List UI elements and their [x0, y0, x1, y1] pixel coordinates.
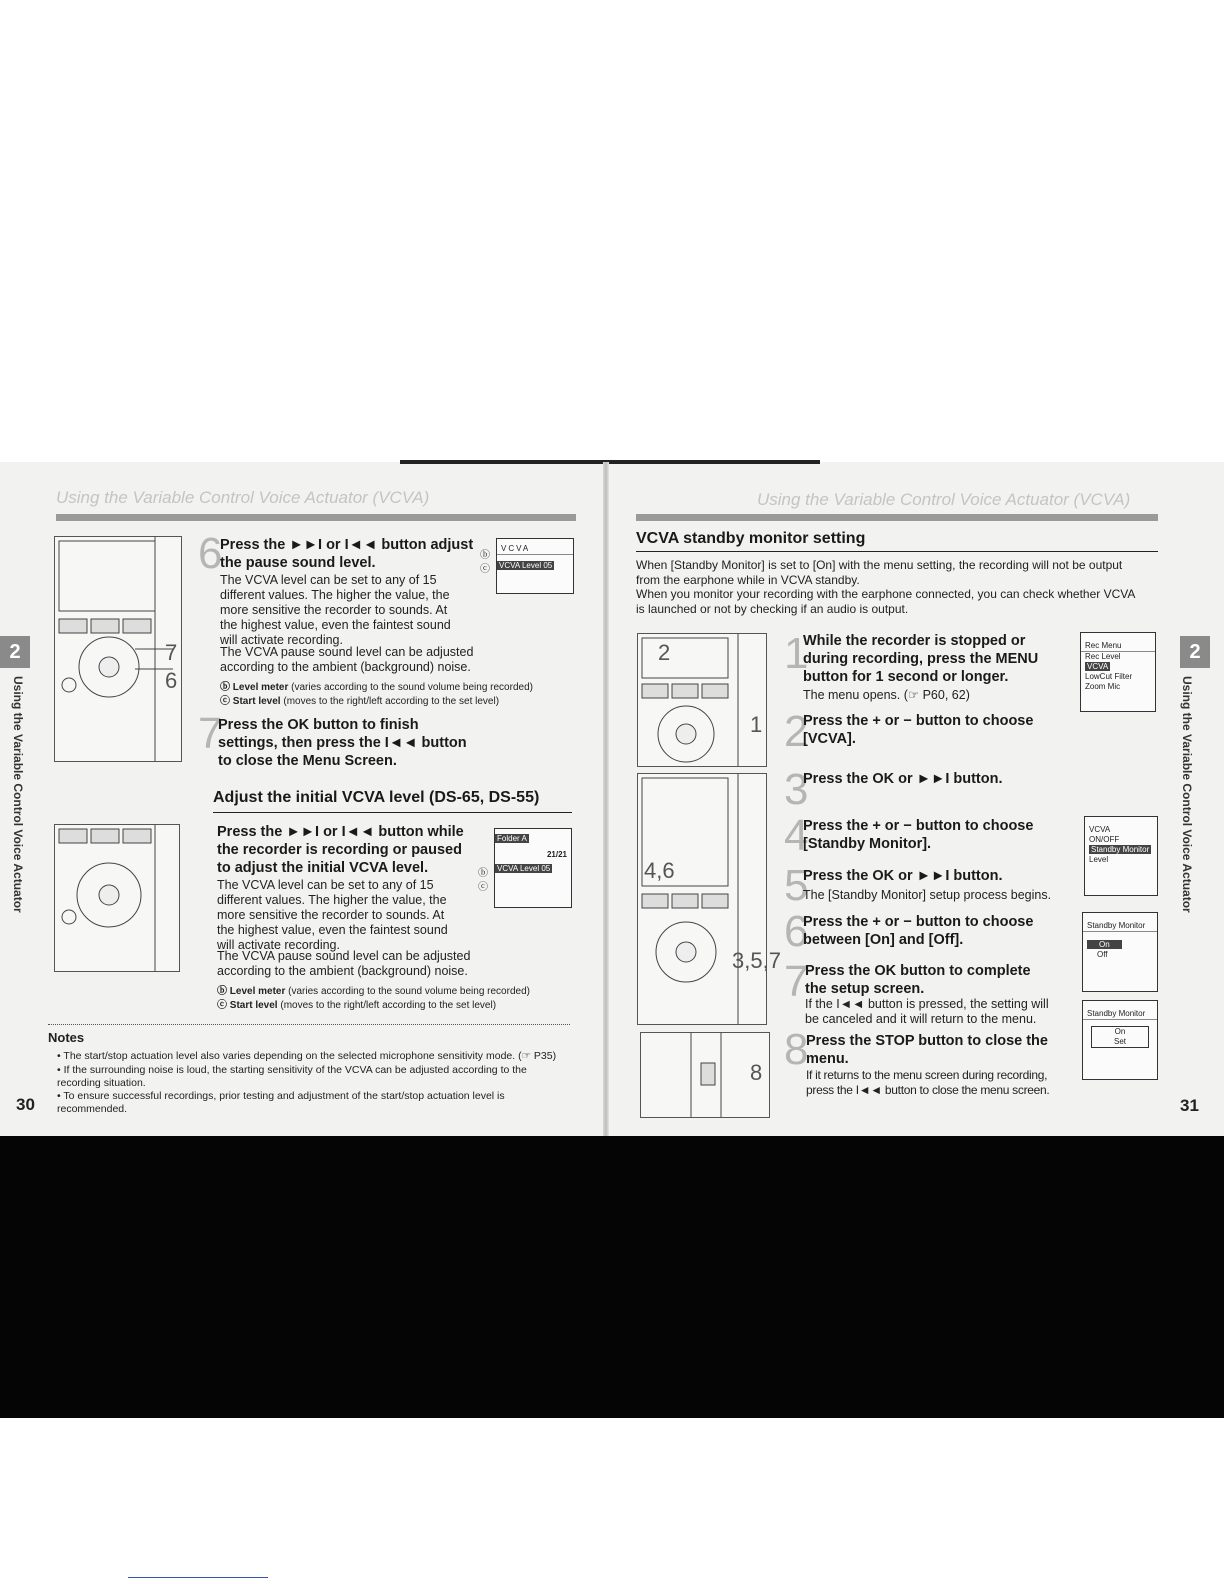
page-number-right: 31 [1180, 1096, 1199, 1115]
recorder-illustration-2 [54, 824, 180, 972]
running-head-left: Using the Variable Control Voice Actuator (VCVA) [56, 488, 430, 507]
rec-menu-item-lowcut: LowCut Filter [1085, 672, 1133, 681]
recorder-illustration-4 [637, 773, 767, 1025]
rec-menu-item-vcva: VCVA [1087, 662, 1109, 671]
recorder-illustration-3 [637, 633, 767, 767]
step4-heading: Press the + or − button to choose [Standby Monitor]. [803, 818, 1034, 852]
chapter-tab-right: 2 [1180, 636, 1210, 668]
vcva-level-screen [496, 538, 574, 594]
step-number-4: 4 [784, 811, 809, 860]
screen-folder: Folder A [497, 834, 527, 843]
step2-heading: Press the + or − button to choose [VCVA]. [803, 713, 1034, 747]
set-line-on: On [1114, 1027, 1126, 1036]
recorder-drawing-icon [638, 774, 767, 1025]
bottom-line [128, 1577, 268, 1578]
chapter-side-label-left: Using the Variable Control Voice Actuator [11, 676, 25, 913]
recorder-illustration-1 [54, 536, 182, 762]
step8-heading: Press the STOP button to close the menu. [806, 1033, 1048, 1067]
step6-body2: The VCVA pause sound level can be adjusted according to the ambient (background) noise. [220, 645, 474, 674]
step-number-6-right: 6 [784, 907, 809, 956]
step-number-7: 7 [198, 709, 223, 758]
section-underline-right [636, 551, 1158, 552]
step-number-3: 3 [784, 765, 809, 814]
rec-menu-screen [1080, 632, 1156, 712]
note-3: • To ensure successful recordings, prior testing and adjustment of the start/stop actuation level is recommended. [57, 1090, 505, 1115]
callout-6: 6 [165, 668, 178, 693]
chapter-side-label-right: Using the Variable Control Voice Actuator [1180, 676, 1194, 913]
label-c: ⓒ [480, 564, 490, 575]
recorder-drawing-icon [55, 825, 180, 972]
standby-set-screen [1082, 1000, 1158, 1080]
section-body: The VCVA level can be set to any of 15 different values. The higher the value, the more sensitive the recorder to sounds. At the highest value, even the faintest sound will activate recording. [217, 878, 448, 952]
intro-2: When you monitor your recording with the earphone connected, you can check whether VCVA is launched or not by checking if an audio is output. [636, 587, 1135, 616]
step5-body: The [Standby Monitor] setup process begins. [803, 888, 1052, 902]
step-number-8: 8 [784, 1025, 809, 1074]
scan-background [0, 1136, 1224, 1418]
set-title: Standby Monitor [1083, 1009, 1157, 1020]
rec-menu-title: Rec Menu [1081, 641, 1155, 652]
section-step-heading: Press the ►►I or I◄◄ button while the recorder is recording or paused to adjust the initial VCVA level. [217, 824, 464, 876]
note-2: • If the surrounding noise is loud, the starting sensitivity of the VCVA can be adjusted according to the recording situation. [57, 1064, 527, 1089]
callout-4-6: 4,6 [644, 858, 675, 883]
step7-body-right: If the I◄◄ button is pressed, the setting will be canceled and it will return to the menu. [805, 997, 1049, 1026]
intro-1: When [Standby Monitor] is set to [On] with the menu setting, the recording will not be output from the earphone while in VCVA standby. [636, 558, 1123, 587]
step1-body: The menu opens. (☞ P60, 62) [803, 688, 970, 702]
step7-heading-right: Press the OK button to complete the setup screen. [805, 963, 1031, 997]
section-title-initial-vcva: Adjust the initial VCVA level (DS-65, DS-55) [213, 789, 540, 806]
vcva-menu-item-standby: Standby Monitor [1091, 845, 1150, 854]
standby-option-on: On [1087, 940, 1122, 949]
page-number-left: 30 [16, 1095, 35, 1114]
step6-heading: Press the ►►I or I◄◄ button adjust the pause sound level. [220, 537, 474, 571]
screen-title: VCVA [497, 544, 573, 555]
screen-level-2: VCVA Level 05 [497, 864, 551, 873]
callout-1: 1 [750, 712, 763, 737]
section-underline [213, 812, 572, 813]
rec-menu-item-rec-level: Rec Level [1085, 652, 1121, 661]
step6-start-level-note: ⓒ Start level (moves to the right/left according to the set level) [220, 696, 500, 707]
vcva-menu-item-level: Level [1089, 855, 1109, 864]
step-number-1: 1 [784, 629, 809, 678]
folder-screen [494, 828, 572, 908]
callout-8: 8 [750, 1060, 763, 1085]
note-1: • The start/stop actuation level also varies depending on the selected microphone sensitivity mode. (☞ P35) [57, 1050, 557, 1062]
step1-heading: While the recorder is stopped or during recording, press the MENU button for 1 second or longer. [803, 633, 1039, 685]
callout-7: 7 [165, 640, 178, 665]
step-number-6: 6 [198, 529, 223, 578]
chapter-tab-left: 2 [0, 636, 30, 668]
recorder-drawing-icon [55, 537, 182, 762]
section-body2: The VCVA pause sound level can be adjusted according to the ambient (background) noise. [217, 949, 471, 978]
screen-level: VCVA Level 05 [499, 561, 553, 570]
vcva-menu-screen [1084, 816, 1158, 896]
vcva-menu-title: VCVA [1089, 825, 1111, 834]
notes-divider [48, 1024, 570, 1025]
step3-heading: Press the OK or ►►I button. [803, 771, 1003, 787]
callout-3-5-7: 3,5,7 [732, 948, 781, 973]
step5-heading: Press the OK or ►►I button. [803, 868, 1003, 884]
spine-shadow [400, 460, 820, 464]
step7-heading: Press the OK button to finish settings, then press the I◄◄ button to close the Menu Screen. [218, 717, 467, 769]
screen-counter: 21/21 [546, 850, 567, 859]
standby-title: Standby Monitor [1083, 921, 1157, 932]
callout-2: 2 [658, 640, 671, 665]
section-start-level-note: ⓒ Start level (moves to the right/left according to the set level) [217, 1000, 497, 1011]
section-level-meter-note: ⓑ Level meter (varies according to the sound volume being recorded) [217, 986, 530, 997]
standby-monitor-screen [1082, 912, 1158, 992]
label-b-2: ⓑ [478, 868, 488, 879]
book-gutter [603, 462, 609, 1138]
step6-level-meter-note: ⓑ Level meter (varies according to the sound volume being recorded) [220, 682, 533, 693]
step6-body: The VCVA level can be set to any of 15 different values. The higher the value, the more sensitive the recorder to sounds. At the highest value, even the faintest sound will activate recording. [220, 573, 451, 647]
set-line-set: Set [1113, 1037, 1126, 1046]
header-rule-right [636, 514, 1158, 521]
step8-body: If it returns to the menu screen during recording, press the I◄◄ button to close the menu screen. [806, 1068, 1050, 1097]
step-number-7-right: 7 [784, 957, 809, 1006]
step-number-5: 5 [784, 861, 809, 910]
label-c-2: ⓒ [478, 882, 488, 893]
step6-heading-right: Press the + or − button to choose between [On] and [Off]. [803, 914, 1034, 948]
label-b: ⓑ [480, 550, 490, 561]
step-number-2: 2 [784, 707, 809, 756]
notes-title: Notes [48, 1030, 85, 1045]
vcva-menu-item-onoff: ON/OFF [1089, 835, 1120, 844]
section-title-standby-monitor: VCVA standby monitor setting [636, 530, 866, 547]
rec-menu-item-zoom: Zoom Mic [1085, 682, 1121, 691]
header-rule-left [56, 514, 576, 521]
standby-option-off: Off [1097, 950, 1108, 959]
running-head-right: Using the Variable Control Voice Actuator (VCVA) [757, 490, 1131, 509]
